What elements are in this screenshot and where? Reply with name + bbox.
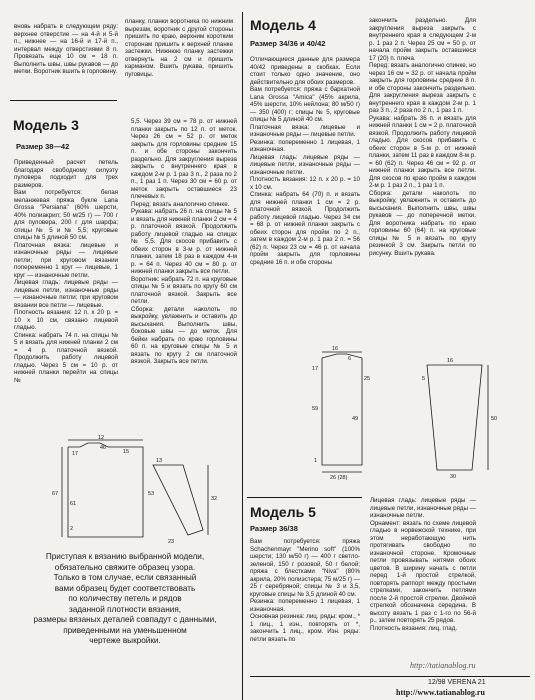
model4-back: Спинка: набрать 64 (70) п. и вязать для нижней планки 1 см = 2 р. платочной вязкой. Продолжить работу лицевой гладью. Через 34 см = 68 р. от нижней планки закрыть с обеих сторон для пройм по 2 п., затем в каждом 2-м р. 1 раз 2 п. = 56 (62) п. Через 23 см = 46 р. от начала пройм закрыть для горловины средние 16 п. и обе стороны	[250, 191, 360, 266]
divider-col1-top	[10, 100, 117, 101]
model3-dim-9: 32	[211, 496, 218, 502]
model3-sleeve-outline	[153, 465, 203, 535]
model3-collar: Воротник: набрать 72 п. на круговые спицы № 5 и вязать по кругу 60 см платочной вязкой. Закрыть все петли.	[131, 275, 237, 305]
model5-size: Размер 36/38	[250, 524, 298, 533]
model4-body-outline	[322, 354, 362, 465]
col1-top-text: вновь набрать в следующем ряду: верхнее отверстие — на 4-й и 5-й п., нижнее — на 16-й и 17-й п., интервал между отверстиями 8 п. Провязать еще 10 см = 18 п. Выполнить швы, швы рукавов — до метки. Воротник вшить в горловину.	[14, 23, 118, 75]
model3-pattern-diagram	[48, 435, 238, 545]
model3-garter: Платочная вязка: лицевые и изнаночные ряды — лицевые петли; при круговом вязании попеременно 1 круг — лицевые, 1 круг — изнаночные петли.	[14, 241, 118, 279]
gauge-notice: Приступая к вязанию выбранной модели, обязательно свяжите образец узора. Только в том случае, если связанный вами образец будет соответствовать по количеству петель и рядов заданной плотности вязания, размеры вязаных деталей совпадут с данными, приведенными на уменьшенном чертеже выкройки.	[33, 552, 217, 645]
divider-model5-top	[247, 497, 362, 498]
model3-sleeves: Рукава: набрать 26 п. на спицы № 5 и вязать для нижней планки 2 см = 4 р. платочной вязкой. Продолжить работу лицевой гладью на спицах № 5,5. Для скосов прибавить с обеих сторон в 3-м р. от нижней планки, затем 18 раз в каждом 4-м р. = 64 п. Через 40 см = 80 р. от нижней планки закрыть все петли.	[131, 208, 237, 275]
model4-sleeves: Рукава: набрать 36 п. и вязать для нижней планки 1 см = 2 р. платочной вязкой. Продолжить работу лицевой гладью. Для скосов прибавить с обеих сторон в 5-м р. от нижней планки, затем 11 раз в каждом 8-м р. = 60 (62) п. Через 46 см = 92 р. от нижней планки закрыть все петли. Для скосов по краю пройм в каждом 2-м р. 1 раз 2 п., 1 раз 1 п.	[369, 114, 476, 189]
model3-dim-4: 17	[72, 451, 79, 457]
model3-size: Размер 38—42	[16, 142, 70, 151]
model4-dim-6: 49	[352, 416, 359, 422]
model4-col4: закончить раздельно. Для закругления выреза закрыть с внутреннего края в следующем 2-м р. 1 раз 2 п. Через 25 см = 50 р. от начала пройм закрыть оставшиеся 17 (20) п. плеча. Перед: вязать аналогично спинке, но через 16 см = 32 р. от начала пройм закрыть для горловины средние 8 п. и обе стороны закончить раздельно. Для закругления выреза закрыть с внутреннего края в каждом 2-м р. 1 раз 3 п., 2 раза по 2 п., 1 раз 1 п. Рукава: набрать 36 п. и вязать для нижней планки 1 см = 2 р. платочной вязкой. Продолжить работу лицевой гладью. Для скосов прибавить с обеих сторон в 5-м р. от нижней планки, затем 11 раз в каждом 8-м р. = 60 (62) п. Через 46 см = 92 р. от нижней планки закрыть все петли. Для скосов по краю пройм в каждом 2-м р. 1 раз 2 п., 1 раз 1 п. Сборка: детали наколоть по выкройку, увлажнить и оставить до высыхания. Выполнить швы, швы рукавов — до поперечной метки. Для воротника набрать по краю горловины 60 (64) п. на круговые спицы № 5 и вязать по кругу резинкой 3 см. Закрыть петли по рисунку. Вшить рукава.	[369, 17, 476, 257]
model3-materials: Вам потребуется: белая меланжевая пряжа букле Lana Grossa "Persiana" (60% шерсти, 40% полиакрил; 50 м/25 г) — 700 г для пуловера, 200 г для шарфа; спицы № 5 и № 5,5; круговые спицы № 5 длиной 50 см.	[14, 189, 118, 241]
footer-rule	[250, 676, 530, 677]
model3-dim-2: 46	[100, 445, 107, 451]
model3-dim-8: 2	[70, 526, 74, 532]
model4-dim-7: 1	[314, 458, 318, 464]
model4-dim-2: 6	[348, 356, 352, 362]
watermark: http://tatianablog.ru	[410, 661, 476, 670]
model3-dim-1: 12	[98, 435, 105, 441]
model3-stockinette: Лицевая гладь: лицевые ряды — лицевые петли, изнаночные ряды — изнаночные петли; при круговом вязании все петли — лицевые.	[14, 279, 118, 309]
model4-front: Перед: вязать аналогично спинке, но через 16 см = 32 р. от начала пройм закрыть для горловины средние 8 п. и обе стороны закончить раздельно. Для закругления выреза закрыть с внутреннего края в каждом 2-м р. 1 раз 3 п., 2 раза по 2 п., 1 раз 1 п.	[369, 62, 476, 114]
model3-body-outline	[68, 443, 143, 537]
model3-dim-3: 15	[123, 449, 130, 455]
page-number: 12/98 VERENA 21	[428, 679, 486, 686]
site-url: http://www.tatianablog.ru	[396, 688, 485, 697]
model4-dim-12: 30	[450, 474, 457, 480]
model3-dim-6: 67	[52, 491, 59, 497]
model5-col4: Лицевая гладь: лицевые ряды — лицевые петли, изнаночные ряды — изнаночные петли. Орнамент: вязать по схеме лицевой гладью в норвежской технике, при этом неработающую нить протягивать свободно по изнаночной стороне. Кромочные петли провязывать нитями обоих цветов. В ширину начать с петли перед 1-й простой стрелкой, повторять раппорт между простыми стрелками, закончить петлями после 2-й простой стрелки. Двойной стрелкой обозначена середина. В высоту вязать 1 раз с 1-го по 56-й р., затем повторять 25 рядов. Плотность вязания: лиц. глад.	[370, 497, 476, 632]
model3-dim-11: 53	[148, 491, 155, 497]
model3-back: Спинка: набрать 74 п. на спицы № 5 и вязать для нижней планки 2 см = 4 р. платочной вязкой. Продолжить работу лицевой гладью. Через 5 см = 10 р. от нижней планки перейти на спицы №	[14, 331, 118, 384]
model4-rib: Резинка: попеременно 1 лицевая, 1 изнаночная.	[250, 138, 360, 153]
model4-size: Размер 34/36 и 40/42	[250, 39, 326, 48]
model5-col3: Вам потребуется: пряжа Schachenmayr "Merino soft" (100% шерсти; 130 м/50 г) — 400 г светло-зеленой, 150 г розовой, 50 г белой; пряжа с блестками "Niva" (80% акрила, 20% полиэстера; 75 м/25 г) — 25 г серебряной; спицы № 3 и 3,5, круговые спицы № 3,5 длиной 40 см. Резинка: попеременно 1 лицевая, 1 изнаночная. Основная резинка: лиц. ряды: кром., * 1 лиц., 1 изн., повторять от *, закончить 1 лиц., кром. Изн. ряды: петли вязать по	[250, 538, 360, 643]
model4-materials: Вам потребуется: пряжа с бархатной Lana Grossa "Amica" (45% акрила, 45% шерсти, 10% нейлона; 80 м/50 г) — 350 (400) г; спицы № 5, круговые спицы № 5 длиной 40 см.	[250, 86, 360, 123]
model3-col2: 5,5. Через 39 см = 78 р. от нижней планки закрыть по 12 п. от меток. Через 26 см = 52 р. от меток закрыть для горловины средние 15 п. и обе стороны закончить раздельно. Для закругления выреза закрыть с внутреннего края в каждом 2-м р. 1 раз 3 п., 2 раза по 2 п., 1 раз 1 п. Через 30 см = 60 р. от меток закрыть оставшиеся 23 плечевых п. Перед: вязать аналогично спинке. Рукава: набрать 26 п. на спицы № 5 и вязать для нижней планки 2 см = 4 р. платочной вязкой. Продолжить работу лицевой гладью на спицах № 5,5. Для скосов прибавить с обеих сторон в 3-м р. от нижней планки, затем 18 раз в каждом 4-м р. = 64 п. Через 40 см = 80 р. от нижней планки закрыть все петли. Воротник: набрать 72 п. на круговые спицы № 5 и вязать по кругу 60 см платочной вязкой. Закрыть все петли. Сборка: детали наколоть по выкройку, увлажнить и оставить до высыхания. Выполнить швы, боковые швы — до меток. Для бейки набрать по краю горловины 60 п. на круговые спицы № 5 и вязать по кругу 2 см платочной вязкой. Закрыть все петли.	[131, 118, 237, 365]
model3-col1: Приведенный расчет петель благодаря свободному силуэту пуловера подходит для трех размеров. Вам потребуется: белая меланжевая пряжа букле Lana Grossa "Persiana" (60% шерсти, 40% полиакрил; 50 м/25 г) — 700 г для пуловера, 200 г для шарфа; спицы № 5 и № 5,5; круговые спицы № 5 длиной 50 см. Платочная вязка: лицевые и изнаночные ряды — лицевые петли; при круговом вязании попеременно 1 круг — лицевые, 1 круг — изнаночные петли. Лицевая гладь: лицевые ряды — лицевые петли, изнаночные ряды — изнаночные петли; при круговом вязании все петли — лицевые. Плотность вязания: 12 п. х 20 р. = 10 х 10 см, связано лицевой гладью. Спинка: набрать 74 п. на спицы № 5 и вязать для нижней планки 2 см = 4 р. платочной вязкой. Продолжить работу лицевой гладью. Через 5 см = 10 р. от нижней планки перейти на спицы №	[14, 159, 118, 384]
model5-ornament: Орнамент: вязать по схеме лицевой гладью в норвежской технике, при этом неработающую нить протягивать свободно по изнаночной стороне. Кромочные петли провязывать нитями обоих цветов. В ширину начать с петли перед 1-й простой стрелкой, повторять раппорт между простыми стрелками, закончить петлями после 2-й простой стрелки. Двойной стрелкой обозначена середина. В высоту вязать 1 раз с 1-го по 56-й р., затем повторять 25 рядов.	[370, 519, 476, 624]
model4-garter: Платочная вязка: лицевые и изнаночные ряды — лицевые петли.	[250, 123, 360, 138]
model5-rib: Резинка: попеременно 1 лицевая, 1 изнаночная.	[250, 598, 360, 613]
model4-dim-3: 17	[312, 366, 319, 372]
model4-dim-9: 16	[447, 358, 454, 364]
model4-gauge: Плотность вязания: 12 п. х 20 р. = 10 х 10 см.	[250, 176, 360, 191]
model4-sleeve-outline	[427, 365, 482, 470]
model4-pattern-diagram	[252, 346, 522, 481]
model4-stockinette: Лицевая гладь: лицевые ряды — лицевые петли, изнаночные ряды — изнаночные петли.	[250, 153, 360, 176]
model4-dim-1: 16	[332, 346, 339, 352]
model3-title: Модель 3	[13, 117, 79, 133]
model4-col3: Отличающиеся данные для размера 40/42 приведены в скобках. Если стоит только одно значение, оно действительно для обоих размеров. Вам потребуется: пряжа с бархатной Lana Grossa "Amica" (45% акрила, 45% шерсти, 10% нейлона; 80 м/50 г) — 350 (400) г; спицы № 5, круговые спицы № 5 длиной 40 см. Платочная вязка: лицевые и изнаночные ряды — лицевые петли. Резинка: попеременно 1 лицевая, 1 изнаночная. Лицевая гладь: лицевые ряды — лицевые петли, изнаночные ряды — изнаночные петли. Плотность вязания: 12 п. х 20 р. = 10 х 10 см. Спинка: набрать 64 (70) п. и вязать для нижней планки 1 см = 2 р. платочной вязкой. Продолжить работу лицевой гладью. Через 34 см = 68 р. от нижней планки закрыть с обеих сторон для пройм по 2 п., затем в каждом 2-м р. 1 раз 2 п. = 56 (62) п. Через 23 см = 46 р. от начала пройм закрыть для горловины средние 16 п. и обе стороны	[250, 56, 360, 266]
model3-dim-10: 23	[168, 539, 175, 545]
model3-dim-5: 13	[156, 458, 163, 464]
model4-title: Модель 4	[250, 17, 316, 33]
model5-main-rib: Основная резинка: лиц. ряды: кром., * 1 лиц., 1 изн., повторять от *, закончить 1 лиц., кром. Изн. ряды: петли вязать по	[250, 613, 360, 643]
model3-assembly: Сборка: детали наколоть по выкройку, увлажнить и оставить до высыхания. Выполнить швы, боковые швы — до меток. Для бейки набрать по краю горловины 60 п. на круговые спицы № 5 и вязать по кругу 2 см платочной вязкой. Закрыть все петли.	[131, 305, 237, 365]
model4-dim-8: 26 (28)	[330, 475, 348, 481]
divider-vertical-center	[242, 12, 243, 700]
model4-dim-5: 59	[312, 406, 319, 412]
model4-assembly: Сборка: детали наколоть по выкройку, увлажнить и оставить до высыхания. Выполнить швы, швы рукавов — до поперечной метки. Для воротника набрать по краю горловины 60 (64) п. на круговые спицы № 5 и вязать по кругу резинкой 3 см. Закрыть петли по рисунку. Вшить рукава.	[369, 189, 476, 257]
model3-front: Перед: вязать аналогично спинке.	[131, 200, 230, 208]
col2-top-text: планку, планки воротника по нижним вырезам, воротник с другой стороны пришить по краю, верхним коротким сторонам пришить к верхней планке застежки. Нижнюю планку застежки отвернуть на 2 см и пришить карманом. Вшить рукава, пришить пуговицы.	[125, 18, 233, 78]
model4-dim-11: 50	[491, 416, 498, 422]
model3-dim-7: 61	[70, 501, 77, 507]
model3-gauge: Плотность вязания: 12 п. х 20 р. = 10 х 10 см, связано лицевой гладью.	[14, 309, 118, 331]
model4-dim-4: 25	[364, 376, 371, 382]
model5-gauge: Плотность вязания: лиц. глад.	[370, 624, 458, 632]
model4-dim-10: 5	[422, 376, 426, 382]
model5-title: Модель 5	[250, 504, 316, 520]
